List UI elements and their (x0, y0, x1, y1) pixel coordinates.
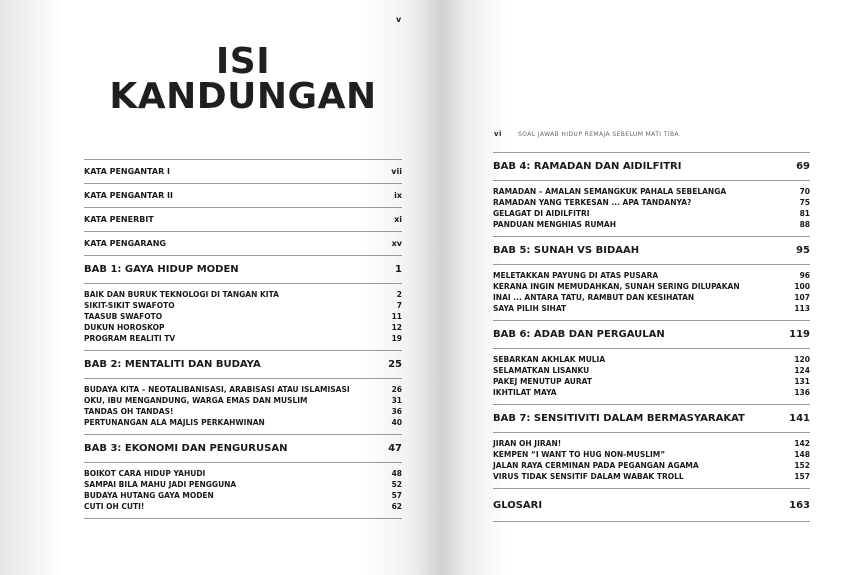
entry-title: PERTUNANGAN ALA MAJLIS PERKAHWINAN (84, 418, 265, 427)
entry-title: IKHTILAT MAYA (493, 388, 557, 397)
toc-entry[interactable] (493, 281, 810, 292)
chapter-block (493, 236, 810, 320)
entry-title: PROGRAM REALITI TV (84, 334, 176, 343)
entry-page: 100 (794, 282, 810, 291)
table-of-contents (493, 152, 810, 522)
toc-entry[interactable] (84, 468, 402, 479)
toc-entry[interactable] (493, 186, 810, 197)
right-page (441, 0, 850, 575)
entry-page: 157 (794, 472, 810, 481)
toc-entry[interactable] (84, 479, 402, 490)
entry-page: 148 (794, 450, 810, 459)
entry-title: BUDAYA HUTANG GAYA MODEN (84, 491, 214, 500)
entry-title: GELAGAT DI AIDILFITRI (493, 209, 590, 218)
entry-title: RAMADAN YANG TERKESAN ... APA TANDANYA? (493, 198, 692, 207)
entry-page: 62 (391, 502, 402, 511)
chapter-heading[interactable] (493, 321, 810, 349)
chapter-block (493, 152, 810, 236)
entry-page: 152 (794, 461, 810, 470)
entry-title: OKU, IBU MENGANDUNG, WARGA EMAS DAN MUSLIM (84, 396, 308, 405)
entry-title: SIKIT-SIKIT SWAFOTO (84, 301, 175, 310)
entry-page: 70 (799, 187, 810, 196)
chapter-page: 141 (789, 413, 810, 424)
toc-entry[interactable] (84, 333, 402, 344)
entry-title: INAI ... ANTARA TATU, RAMBUT DAN KESIHATAN (493, 293, 695, 302)
entry-title: JALAN RAYA CERMINAN PADA PEGANGAN AGAMA (493, 461, 699, 470)
chapter-block (84, 350, 402, 434)
chapter-page: 119 (789, 329, 810, 340)
toc-entry[interactable] (493, 292, 810, 303)
chapter-heading[interactable] (493, 153, 810, 181)
entry-title: KATA PENGANTAR II (84, 191, 173, 200)
glossary-block (493, 488, 810, 522)
glossary-heading[interactable] (493, 489, 810, 521)
entry-title: SAYA PILIH SIHAT (493, 304, 567, 313)
entry-page: 36 (391, 407, 402, 416)
entry-page: xi (394, 215, 402, 224)
toc-entry[interactable] (84, 417, 402, 428)
toc-entry[interactable] (84, 311, 402, 322)
toc-entry[interactable] (84, 322, 402, 333)
toc-entry[interactable] (84, 490, 402, 501)
entry-title: TAASUB SWAFOTO (84, 312, 163, 321)
table-of-contents (84, 159, 402, 519)
toc-front-entry[interactable] (84, 183, 402, 207)
entry-title: VIRUS TIDAK SENSITIF DALAM WABAK TROLL (493, 472, 684, 481)
entry-page: 52 (391, 480, 402, 489)
entry-title: PANDUAN MENGHIAS RUMAH (493, 220, 616, 229)
toc-entry[interactable] (84, 300, 402, 311)
chapter-heading[interactable] (84, 351, 402, 379)
entry-title: RAMADAN – AMALAN SEMANGKUK PAHALA SEBELANGA (493, 187, 727, 196)
chapter-title: BAB 3: EKONOMI DAN PENGURUSAN (84, 443, 288, 454)
entry-page: xv (391, 239, 402, 248)
toc-entry[interactable] (493, 219, 810, 230)
chapter-block (84, 434, 402, 519)
chapter-page: 69 (796, 161, 810, 172)
entry-page: 40 (391, 418, 402, 427)
title-line: KANDUNGAN (109, 76, 377, 117)
page-number: v (396, 15, 402, 24)
chapter-title: BAB 6: ADAB DAN PERGAULAN (493, 329, 665, 340)
toc-entry[interactable] (84, 406, 402, 417)
entry-page: 124 (794, 366, 810, 375)
entry-title: KATA PENERBIT (84, 215, 154, 224)
entry-page: 120 (794, 355, 810, 364)
chapter-block (493, 320, 810, 404)
chapter-title: BAB 2: MENTALITI DAN BUDAYA (84, 359, 261, 370)
entry-page: 12 (391, 323, 402, 332)
toc-entry[interactable] (493, 354, 810, 365)
entry-title: SAMPAI BILA MAHU JADI PENGGUNA (84, 480, 237, 489)
entry-title: SELAMATKAN LISANKU (493, 366, 590, 375)
chapter-page: 25 (388, 359, 402, 370)
entry-page: 107 (794, 293, 810, 302)
entry-page: 57 (391, 491, 402, 500)
entry-title: PAKEJ MENUTUP AURAT (493, 377, 592, 386)
entry-title: BAIK DAN BURUK TEKNOLOGI DI TANGAN KITA (84, 290, 279, 299)
entry-page: 11 (391, 312, 402, 321)
chapter-heading[interactable] (493, 237, 810, 265)
entry-page: 48 (391, 469, 402, 478)
front-matter-list (84, 159, 402, 255)
entry-title: JIRAN OH JIRAN! (493, 439, 562, 448)
book-title: SOAL JAWAB HIDUP REMAJA SEBELUM MATI TIBA (518, 131, 680, 138)
entry-page: 96 (799, 271, 810, 280)
toc-entry[interactable] (84, 395, 402, 406)
toc-entry[interactable] (493, 303, 810, 314)
chapter-block (493, 404, 810, 488)
toc-entry[interactable] (493, 471, 810, 482)
chapter-page: 47 (388, 443, 402, 454)
chapter-page: 1 (395, 264, 402, 275)
entry-page: 75 (799, 198, 810, 207)
entry-title: KEMPEN “I WANT TO HUG NON-MUSLIM” (493, 450, 666, 459)
toc-entry[interactable] (493, 449, 810, 460)
chapter-title: BAB 4: RAMADAN DAN AIDILFITRI (493, 161, 682, 172)
chapter-heading[interactable] (84, 435, 402, 463)
entry-title: KATA PENGARANG (84, 239, 166, 248)
entry-page: 142 (794, 439, 810, 448)
toc-front-entry[interactable] (84, 159, 402, 183)
running-header (494, 130, 679, 138)
entry-page: 131 (794, 377, 810, 386)
entry-title: CUTI OH CUTI! (84, 502, 145, 511)
toc-entry[interactable] (493, 365, 810, 376)
toc-entry[interactable] (493, 376, 810, 387)
entry-page: 26 (391, 385, 402, 394)
entry-title: DUKUN HOROSKOP (84, 323, 165, 332)
toc-front-entry[interactable] (84, 231, 402, 255)
entry-title: TANDAS OH TANDAS! (84, 407, 174, 416)
toc-front-entry[interactable] (84, 207, 402, 231)
glossary-title: GLOSARI (493, 499, 543, 511)
entry-page: vii (391, 167, 402, 176)
chapter-heading[interactable] (84, 256, 402, 284)
chapter-page: 95 (796, 245, 810, 256)
glossary-page: 163 (789, 499, 810, 511)
entry-title: BOIKOT CARA HIDUP YAHUDI (84, 469, 206, 478)
entry-title: KATA PENGANTAR I (84, 167, 171, 176)
chapter-block (84, 255, 402, 350)
toc-entry[interactable] (493, 438, 810, 449)
entry-page: 2 (396, 290, 402, 299)
toc-entry[interactable] (493, 387, 810, 398)
entry-page: 19 (391, 334, 402, 343)
entry-page: ix (394, 191, 402, 200)
toc-entry[interactable] (84, 501, 402, 512)
entry-title: BUDAYA KITA – NEOTALIBANISASI, ARABISASI ATAU ISLAMISASI (84, 385, 350, 394)
entry-page: 7 (396, 301, 402, 310)
title-line: ISI (215, 41, 271, 82)
entry-page: 81 (799, 209, 810, 218)
chapter-title: BAB 7: SENSITIVITI DALAM BERMASYARAKAT (493, 413, 745, 424)
chapter-title: BAB 1: GAYA HIDUP MODEN (84, 264, 239, 275)
chapter-title: BAB 5: SUNAH VS BIDAAH (493, 245, 640, 256)
entry-title: SEBARKAN AKHLAK MULIA (493, 355, 606, 364)
toc-entry[interactable] (493, 460, 810, 471)
toc-entry[interactable] (493, 197, 810, 208)
entry-title: MELETAKKAN PAYUNG DI ATAS PUSARA (493, 271, 659, 280)
entry-page: 88 (799, 220, 810, 229)
chapter-heading[interactable] (493, 405, 810, 433)
entry-page: 136 (794, 388, 810, 397)
toc-entry[interactable] (493, 208, 810, 219)
page-title (84, 41, 402, 117)
entry-page: 31 (391, 396, 402, 405)
toc-entry[interactable] (493, 270, 810, 281)
toc-entry[interactable] (84, 289, 402, 300)
page-number: vi (494, 130, 502, 138)
entry-page: 113 (794, 304, 810, 313)
entry-title: KERANA INGIN MEMUDAHKAN, SUNAH SERING DILUPAKAN (493, 282, 740, 291)
toc-entry[interactable] (84, 384, 402, 395)
